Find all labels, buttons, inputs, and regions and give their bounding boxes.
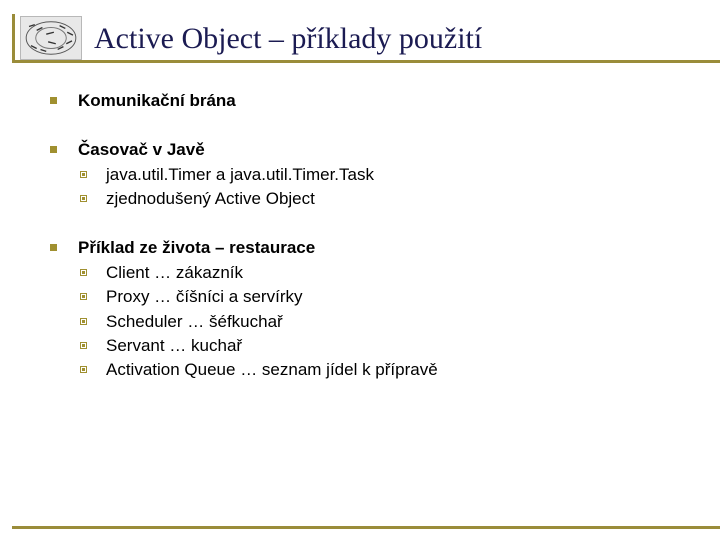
sub-bullet-item: Servant … kuchař bbox=[106, 336, 243, 355]
sub-bullet-item: Proxy … číšníci a servírky bbox=[106, 287, 303, 306]
sub-bullet-icon bbox=[80, 195, 87, 202]
sub-bullet-icon bbox=[80, 171, 87, 178]
sub-bullet-icon bbox=[80, 293, 87, 300]
bullet-item: Časovač v Javě bbox=[78, 140, 205, 159]
sub-bullet-icon bbox=[80, 318, 87, 325]
sub-bullet-item: zjednodušený Active Object bbox=[106, 189, 315, 208]
sub-bullet-item: Scheduler … šéfkuchař bbox=[106, 312, 283, 331]
sub-bullet-icon bbox=[80, 342, 87, 349]
bullet-item: Komunikační brána bbox=[78, 91, 236, 110]
sub-bullet-item: Activation Queue … seznam jídel k přípravě bbox=[106, 360, 438, 379]
sub-bullet-icon bbox=[80, 366, 87, 373]
bullet-square-icon bbox=[50, 97, 57, 104]
bullet-item: Příklad ze života – restaurace bbox=[78, 238, 316, 257]
sub-bullet-icon bbox=[80, 269, 87, 276]
sub-bullet-item: java.util.Timer a java.util.Timer.Task bbox=[106, 165, 374, 184]
slide-title: Active Object – příklady použití bbox=[94, 22, 483, 55]
bullet-square-icon bbox=[50, 244, 57, 251]
bullet-square-icon bbox=[50, 146, 57, 153]
footer-divider bbox=[12, 526, 720, 529]
sub-bullet-item: Client … zákazník bbox=[106, 263, 243, 282]
